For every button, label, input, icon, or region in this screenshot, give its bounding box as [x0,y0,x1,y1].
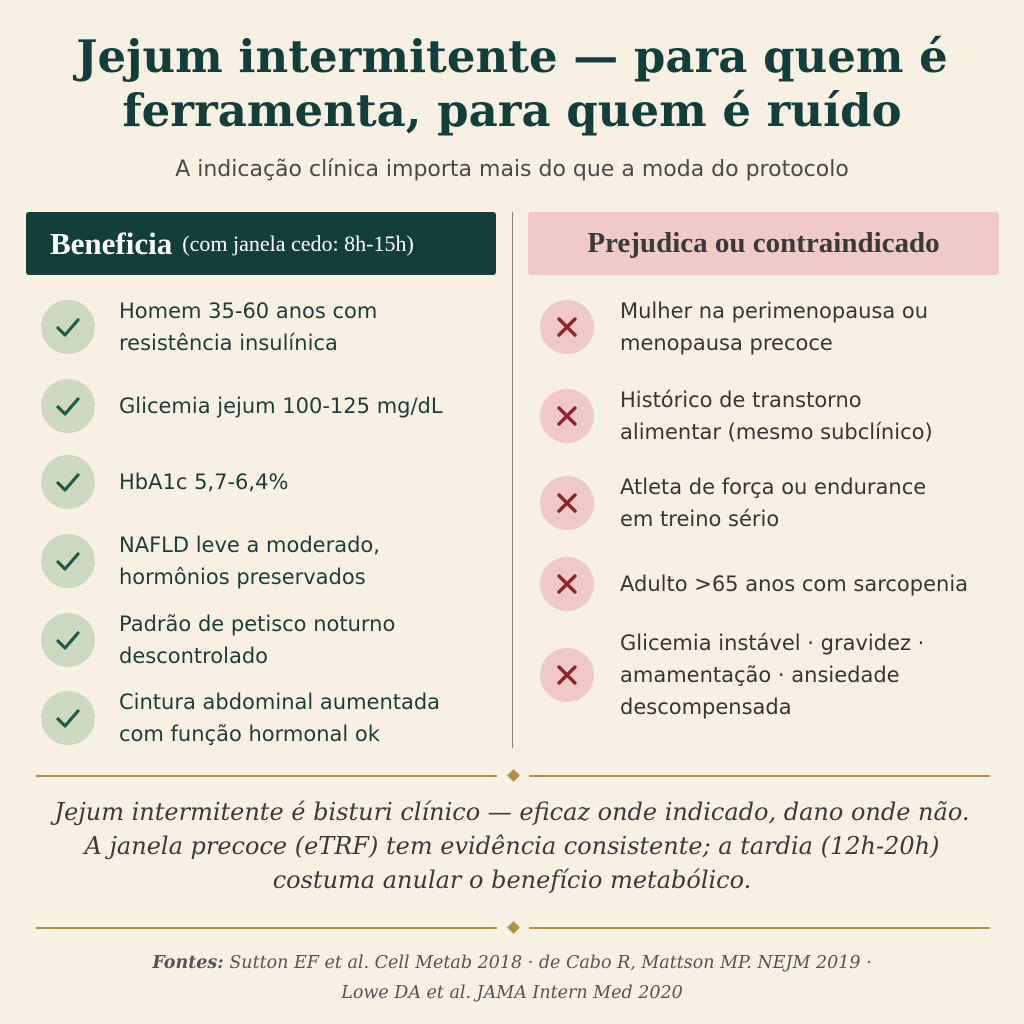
harm-item-line: Glicemia instável · gravidez · [620,631,925,655]
x-icon [540,557,594,611]
benefit-item [41,455,501,509]
harm-item [540,627,1010,723]
harm-item-line: alimentar (mesmo subclínico) [620,420,933,444]
title-line-2: ferramenta, para quem é ruído [122,84,902,137]
x-icon [540,648,594,702]
benefit-item-text [119,686,440,750]
quote-line-2: A janela precoce (eTRF) tem evidência consistente; a tardia (12h-20h) [84,832,940,860]
check-icon [41,379,95,433]
harm-item-line: Mulher na perimenopausa ou [620,299,929,323]
benefit-item [41,529,501,593]
check-icon [41,691,95,745]
harm-item [540,295,1010,359]
benefit-item [41,608,501,672]
quote-line-3: costuma anular o benefício metabólico. [272,866,752,894]
quote-line-1: Jejum intermitente é bisturi clínico — eficaz onde indicado, dano onde não. [54,798,970,826]
divider-rule-bottom-left [36,927,497,929]
check-icon [41,613,95,667]
harm-item-line: Adulto >65 anos com sarcopenia [620,572,969,596]
harm-item-line: Histórico de transtorno [620,388,862,412]
benefit-item [41,379,501,433]
benefits-header-note: (com janela cedo: 8h-15h) [182,230,414,256]
sources-text-1: Sutton EF et al. Cell Metab 2018 · de Cabo R, Mattson MP. NEJM 2019 · [229,953,872,973]
page-title [0,30,1024,138]
harm-item-line: Atleta de força ou endurance [620,475,927,499]
benefits-header-title: Beneficia [50,225,173,261]
benefit-item-line: Homem 35-60 anos com [119,299,378,323]
harm-item-text [620,627,924,723]
check-icon [41,455,95,509]
harms-header: Prejudica ou contraindicado [528,212,999,275]
divider-rule-top-left [36,775,497,777]
benefit-item-line: hormônios preservados [119,565,366,589]
check-icon [41,534,95,588]
benefit-item-text [119,390,443,422]
harm-item [540,471,1010,535]
benefit-item-line: Cintura abdominal aumentada [119,690,441,714]
x-icon [540,300,594,354]
harm-item-text [620,471,926,535]
harm-item-line: descompensada [620,695,792,719]
benefit-item [41,686,501,750]
benefit-item-line: com função hormonal ok [119,722,380,746]
check-icon [41,300,95,354]
sources-line-1 [0,948,1024,978]
sources-label: Fontes: [152,953,224,973]
x-icon [540,389,594,443]
benefit-item-text [119,529,380,593]
benefits-header [26,212,496,275]
harm-item-text [620,384,933,448]
benefit-item-line: NAFLD leve a moderado, [119,533,380,557]
benefit-item-line: HbA1c 5,7-6,4% [119,470,289,494]
benefit-item-line: resistência insulínica [119,331,338,355]
benefit-item-text [119,466,288,498]
diamond-ornament-top [507,769,520,782]
harm-item-text [620,568,968,600]
closing-quote [0,795,1024,897]
benefit-item-line: Padrão de petisco noturno [119,612,396,636]
harm-item-line: amamentação · ansiedade [620,663,900,687]
harm-item [540,557,1010,611]
x-icon [540,476,594,530]
benefit-item-text [119,295,377,359]
page-subtitle: A indicação clínica importa mais do que a moda do protocolo [175,157,849,182]
benefit-item-line: descontrolado [119,644,269,668]
title-line-1: Jejum intermitente — para quem é [76,30,948,83]
divider-rule-bottom-right [529,927,990,929]
sources-line-2: Lowe DA et al. JAMA Intern Med 2020 [341,983,683,1003]
divider-rule-top-right [529,775,990,777]
benefit-item-text [119,608,395,672]
harm-item-text [620,295,928,359]
sources [0,948,1024,1008]
harm-item-line: em treino sério [620,507,780,531]
benefit-item [41,295,501,359]
harm-item [540,384,1010,448]
harm-item-line: menopausa precoce [620,331,833,355]
benefit-item-line: Glicemia jejum 100-125 mg/dL [119,394,443,418]
diamond-ornament-bottom [507,921,520,934]
column-divider [512,212,513,748]
